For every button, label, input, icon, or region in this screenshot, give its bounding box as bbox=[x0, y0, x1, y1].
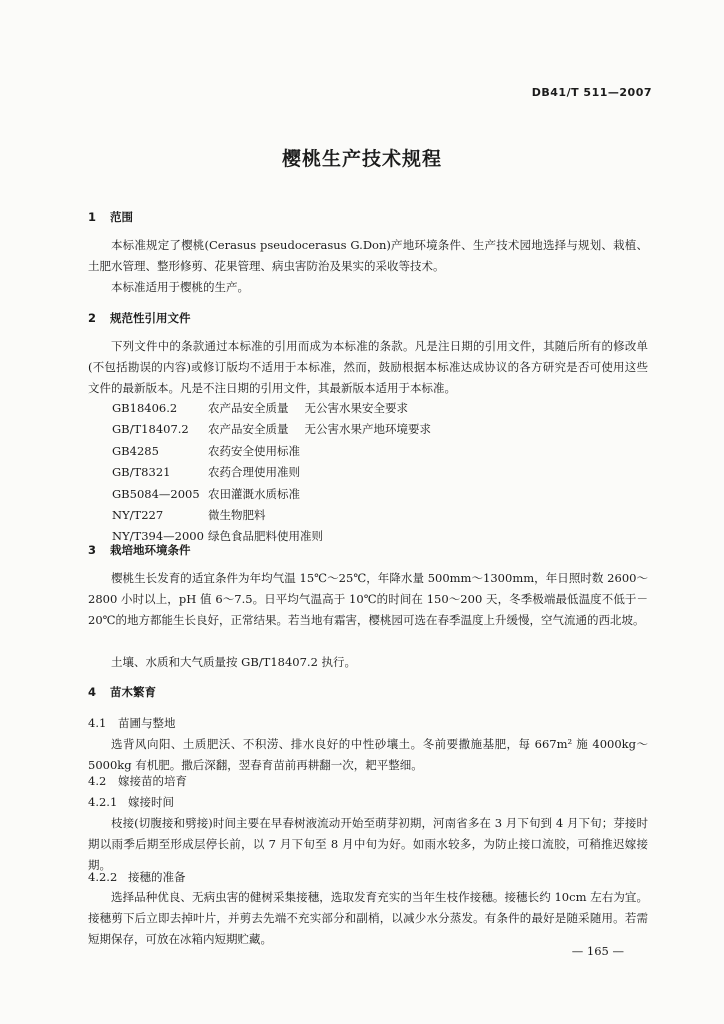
reference-code: GB/T8321 bbox=[112, 465, 171, 480]
page-number: — 165 — bbox=[571, 944, 624, 958]
document-title: 樱桃生产技术规程 bbox=[281, 148, 442, 170]
reference-code: GB4285 bbox=[112, 443, 159, 458]
subsection-number: 4.1 bbox=[88, 716, 107, 730]
subsection-4-1-heading bbox=[88, 715, 176, 731]
reference-row bbox=[112, 505, 632, 526]
section-3-paragraph-1: 樱桃生长发育的适宜条件为年均气温 15℃～25℃，年降水量 500mm～1300mm，年日照时数 2600～2800 小时以上，pH 值 6～7.5。日平均气温高于 10℃的时间在 150～200 天，冬季极端最低温度不低于－20℃的地方都能生长良好，正常结果。若当地有霜害，樱桃园可选在春季温度上升缓慢，空气流通的西北坡。 bbox=[88, 571, 648, 627]
subsection-number: 4.2 bbox=[88, 774, 107, 788]
reference-code: GB/T18407.2 bbox=[112, 422, 189, 437]
reference-row bbox=[112, 462, 632, 483]
subsection-4-1-paragraph: 选背风向阳、土质肥沃、不积涝、排水良好的中性砂壤土。冬前要撒施基肥，每 667m² 施 4000kg～5000kg 有机肥。撒后深翻，翌春育苗前再耕翻一次，耙平整细。 bbox=[88, 737, 648, 772]
reference-row bbox=[112, 441, 632, 462]
section-title: 规范性引用文件 bbox=[110, 311, 191, 325]
reference-row bbox=[112, 419, 632, 440]
reference-subtitle: 无公害水果产地环境要求 bbox=[304, 422, 431, 437]
section-number: 4 bbox=[88, 685, 97, 699]
section-number: 1 bbox=[88, 210, 97, 224]
subsection-4-2-1-paragraph: 枝接(切腹接和劈接)时间主要在早春树液流动开始至萌芽初期，河南省多在 3 月下旬到 4 月下旬；芽接时期以雨季后期至形成层停长前，以 7 月下旬至 8 月中旬为好。如雨水较多，为防止接口流胶，可稍推迟嫁接期。 bbox=[88, 816, 648, 872]
section-number: 3 bbox=[88, 543, 97, 557]
subsection-number: 4.2.2 bbox=[88, 870, 118, 884]
reference-name: 农产品安全质量 bbox=[208, 422, 289, 437]
normative-reference-list bbox=[112, 398, 632, 548]
reference-name: 农产品安全质量 bbox=[208, 401, 289, 415]
section-2-heading bbox=[88, 310, 191, 326]
section-2-paragraph-1: 下列文件中的条款通过本标准的引用而成为本标准的条款。凡是注日期的引用文件，其随后所有的修改单(不包括勘误的内容)或修订版均不适用于本标准，然而，鼓励根据本标准达成协议的各方研究是否可使用这些文件的最新版本。凡是不注日期的引用文件，其最新版本适用于本标准。 bbox=[88, 339, 648, 395]
section-3-paragraph-2: 土壤、水质和大气质量按 GB/T18407.2 执行。 bbox=[111, 655, 357, 669]
subsection-title: 嫁接时间 bbox=[128, 795, 174, 809]
subsection-4-2-1-heading bbox=[88, 794, 174, 810]
reference-subtitle: 无公害水果安全要求 bbox=[304, 401, 408, 415]
reference-name: 绿色食品肥料使用准则 bbox=[208, 529, 323, 544]
subsection-number: 4.2.1 bbox=[88, 795, 118, 809]
section-1-heading bbox=[88, 209, 133, 225]
reference-row bbox=[112, 398, 632, 419]
section-title: 范围 bbox=[110, 210, 133, 224]
subsection-4-2-2-heading bbox=[88, 869, 186, 885]
subsection-4-2-heading bbox=[88, 773, 187, 789]
reference-code: NY/T394—2000 bbox=[112, 529, 204, 544]
reference-code: GB18406.2 bbox=[112, 401, 178, 415]
reference-row bbox=[112, 484, 632, 505]
section-3-heading bbox=[88, 542, 191, 558]
reference-code: NY/T227 bbox=[112, 507, 164, 522]
reference-name: 农田灌溉水质标准 bbox=[208, 486, 300, 501]
subsection-title: 接穗的准备 bbox=[128, 870, 186, 884]
subsection-title: 嫁接苗的培育 bbox=[118, 774, 187, 788]
section-title: 栽培地环境条件 bbox=[110, 543, 191, 557]
subsection-4-2-2-paragraph: 选择品种优良、无病虫害的健树采集接穗，选取发育充实的当年生枝作接穗。接穗长约 10cm 左右为宜。接穗剪下后立即去掉叶片，并剪去先端不充实部分和副梢，以减少水分蒸发。有条件的最好是随采随用。若需短期保存，可放在冰箱内短期贮藏。 bbox=[88, 890, 648, 946]
standard-number: DB41/T 511—2007 bbox=[531, 86, 652, 99]
reference-name: 微生物肥料 bbox=[208, 507, 266, 522]
section-1-paragraph-2: 本标准适用于樱桃的生产。 bbox=[111, 280, 249, 294]
section-title: 苗木繁育 bbox=[110, 685, 156, 699]
section-number: 2 bbox=[88, 311, 97, 325]
section-1-paragraph-1: 本标准规定了樱桃(Cerasus pseudocerasus G.Don)产地环境条件、生产技术园地选择与规划、栽植、土肥水管理、整形修剪、花果管理、病虫害防治及果实的采收等技术。 bbox=[88, 238, 648, 273]
section-4-heading bbox=[88, 684, 156, 700]
subsection-title: 苗圃与整地 bbox=[118, 716, 176, 730]
reference-name: 农药安全使用标准 bbox=[208, 443, 300, 458]
reference-name: 农药合理使用准则 bbox=[208, 465, 300, 480]
reference-code: GB5084—2005 bbox=[112, 486, 200, 501]
